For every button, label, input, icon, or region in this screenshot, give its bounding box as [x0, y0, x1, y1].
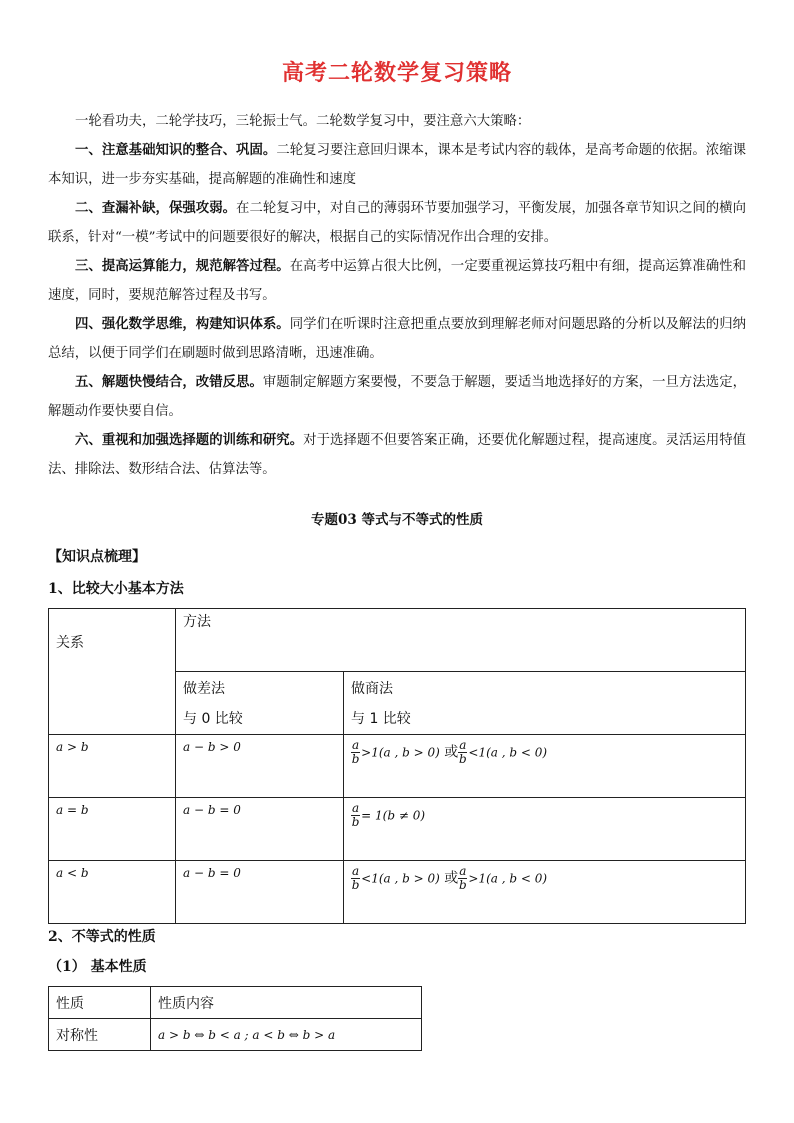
table-row: [49, 735, 746, 798]
header-property-cell: [49, 987, 151, 1019]
strategy-3: [48, 252, 746, 310]
section2-heading: 2、不等式的性质: [48, 929, 156, 945]
quot-eq-a: = 1(b ≠ 0): [361, 808, 426, 823]
relation-eq: a = b: [56, 803, 89, 817]
property-cell: [49, 1019, 151, 1051]
table-row: [49, 1019, 422, 1051]
table-row: [49, 798, 746, 861]
page-title: 高考二轮数学复习策略: [281, 61, 512, 86]
fraction-a-over-b: $\frac{a}{b}$: [351, 738, 360, 766]
strategy-6-head: 六、重视和加强选择题的训练和研究。: [75, 432, 304, 448]
strategy-3-head: 三、提高运算能力，规范解答过程。: [75, 258, 290, 274]
header-method-cell: [176, 609, 746, 672]
header-diff-cell: [176, 672, 344, 735]
strategy-2-body: 在二轮复习中，对自己的薄弱环节要加强学习，平衡发展，加强各章节知识之间的横向联系，针对“一模”考试中的问题要很好的解决，根据自己的实际情况作出合理的安排。: [48, 201, 746, 245]
strategy-1: [48, 136, 746, 194]
content-symmetry: a > b ⇔ b < a ; a < b ⇔ b > a: [158, 1027, 336, 1042]
quot-cell: [344, 735, 746, 798]
fraction-a-over-b: $\frac{a}{b}$: [459, 738, 467, 766]
quot-lt-a: <1(a , b > 0): [361, 871, 440, 886]
quot-gt-b: <1(a , b < 0): [468, 745, 548, 760]
strategy-5: [48, 368, 746, 426]
strategy-2-head: 二、查漏补缺，保强攻弱。: [75, 200, 237, 216]
intro-lead: 一轮看功夫，二轮学技巧，三轮振士气。二轮数学复习中，要注意六大策略：: [75, 114, 531, 129]
header-diff: 做差法: [183, 681, 225, 697]
fraction-a-over-b: $\frac{a}{b}$: [351, 864, 360, 892]
quot-lt-b: >1(a , b < 0): [468, 871, 548, 886]
section1-heading: 1、比较大小基本方法: [48, 581, 184, 597]
header-relation: 关系: [56, 634, 84, 651]
diff-cell: [176, 735, 344, 798]
property-symmetry: 对称性: [56, 1027, 98, 1044]
strategy-3-body: 在高考中运算占很大比例，一定要重视运算技巧粗中有细，提高运算准确性和速度，同时，要规范解答过程及书写。: [48, 259, 747, 303]
strategy-6: [48, 426, 746, 484]
header-property: 性质: [56, 995, 84, 1012]
strategy-4: [48, 310, 746, 368]
relation-cell: [49, 798, 176, 861]
relation-cell: [49, 861, 176, 924]
diff-cell: [176, 798, 344, 861]
quot-gt-a: >1(a , b > 0): [361, 745, 440, 760]
content-cell: [151, 1019, 422, 1051]
header-diff-sub: 与 0 比较: [183, 711, 243, 727]
knowledge-heading: 【知识点梳理】: [48, 549, 146, 565]
quot-gt-or: 或: [444, 744, 459, 761]
basic-properties-table: [48, 986, 422, 1051]
quot-cell: [344, 798, 746, 861]
diff-eq: a − b = 0: [183, 803, 241, 817]
relation-lt: a < b: [56, 866, 89, 880]
topic-title: 专题03 等式与不等式的性质: [311, 512, 483, 528]
header-content: 性质内容: [158, 995, 214, 1012]
relation-cell: [49, 735, 176, 798]
fraction-a-over-b: $\frac{a}{b}$: [459, 864, 467, 892]
header-quot-sub: 与 1 比较: [351, 711, 411, 727]
strategy-1-head: 一、注意基础知识的整合、巩固。: [75, 142, 277, 158]
diff-gt: a − b > 0: [183, 740, 241, 754]
quot-cell: [344, 861, 746, 924]
strategy-5-body: 审题制定解题方案要慢，不要急于解题，要适当地选择好的方案，一旦方法选定，解题动作要快要自信。: [48, 375, 746, 419]
compare-methods-table: [48, 608, 746, 924]
header-quot: 做商法: [351, 681, 393, 697]
strategy-5-head: 五、解题快慢结合，改错反思。: [75, 374, 263, 390]
table-row: [49, 861, 746, 924]
relation-gt: a > b: [56, 740, 89, 754]
strategy-4-head: 四、强化数学思维，构建知识体系。: [75, 316, 290, 332]
strategy-2: [48, 194, 746, 252]
diff-cell: [176, 861, 344, 924]
strategy-4-body: 同学们在听课时注意把重点要放到理解老师对问题思路的分析以及解法的归纳总结，以便于同学们在刷题时做到思路清晰，迅速准确。: [48, 317, 747, 361]
header-content-cell: [151, 987, 422, 1019]
intro-section: [48, 107, 746, 484]
header-relation-cell: [49, 609, 176, 735]
section2-subheading: （1） 基本性质: [48, 959, 147, 975]
diff-lt: a − b = 0: [183, 866, 241, 880]
header-method: 方法: [183, 614, 211, 630]
fraction-a-over-b: $\frac{a}{b}$: [351, 801, 360, 829]
header-quot-cell: [344, 672, 746, 735]
quot-lt-or: 或: [444, 870, 459, 887]
strategy-6-body: 对于选择题不但要答案正确，还要优化解题过程，提高速度。灵活运用特值法、排除法、数形结合法、估算法等。: [48, 433, 747, 477]
strategy-1-body: 二轮复习要注意回归课本，课本是考试内容的载体，是高考命题的依据。浓缩课本知识，进一步夯实基础，提高解题的准确性和速度: [48, 143, 747, 187]
